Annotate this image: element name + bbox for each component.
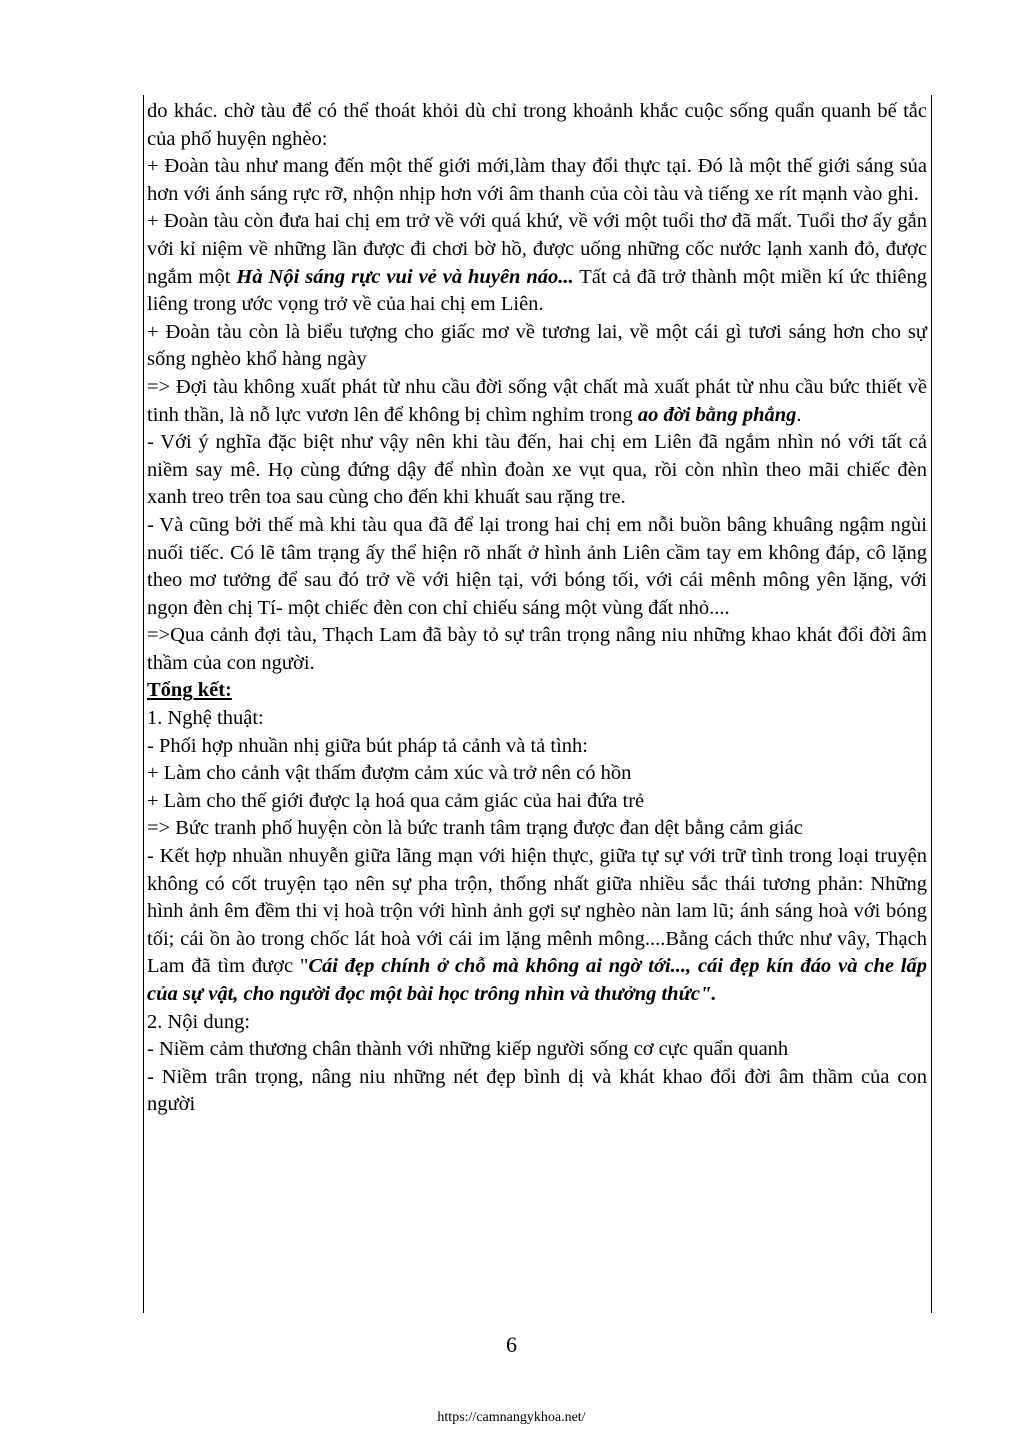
body-text	[147, 98, 927, 1119]
emphasis-quote: Cái đẹp chính ở chỗ mà không ai ngờ tới..., cái đẹp kín đáo và che lấp của sự vật, cho người đọc một bài học trông nhìn và thưởng thức".	[147, 955, 928, 1005]
text-run: + Đoàn tàu còn đưa hai chị em trở về với quá khứ, về với một tuổi thơ đã mất. Tuổi thơ ấy gắn với kỉ niệm về những lần được đi chơi bờ hồ, được uống những cốc nước lạnh xanh đỏ, được ngắm một	[147, 210, 927, 288]
paragraph: + Đoàn tàu còn là biểu tượng cho giấc mơ về tương lai, về một cái gì tươi sáng hơn cho sự sống nghèo khổ hàng ngày	[147, 320, 927, 371]
paragraph: - Với ý nghĩa đặc biệt như vậy nên khi tàu đến, hai chị em Liên đã ngắm nhìn nó với tất cả niềm say mê. Họ cùng đứng dậy để nhìn đoàn xe vụt qua, rồi còn nhìn theo mãi chiếc đèn xanh treo trên toa sau cùng cho đến khi khuất sau rặng tre.	[147, 431, 927, 509]
heading-text: Tổng kết:	[147, 679, 232, 702]
paragraph: =>Qua cảnh đợi tàu, Thạch Lam đã bày tỏ sự trân trọng nâng niu những khao khát đổi đời âm thầm của con người.	[147, 624, 927, 674]
section-heading	[147, 677, 927, 705]
paragraph: + Đoàn tàu như mang đến một thế giới mới,làm thay đổi thực tại. Đó là một thế giới sáng sủa hơn với ánh sáng rực rỡ, nhộn nhịp hơn với âm thanh của còi tàu và tiếng xe rít mạnh vào ghi.	[147, 155, 927, 205]
emphasis-quote: Hà Nội sáng rực vui vẻ và huyên náo...	[236, 265, 574, 288]
paragraph	[147, 843, 927, 1009]
paragraph: 2. Nội dung:	[147, 1010, 251, 1033]
text-run: - Kết hợp nhuần nhuyễn giữa lãng mạn với hiện thực, giữa tự sự với trữ tình trong loại truyện không có cốt truyện tạo nên sự pha trộn, thống nhất giữa nhiều sắc thái tương phản: Những hình ảnh êm đềm thi vị hoà trộn với hình ảnh gợi sự nghèo nàn lam lũ; ánh sáng hoà với bóng tối; cái ồn ào trong chốc lát hoà với cái im lặng mênh mông....Bằng cách thức như vây, Thạch Lam đã tìm được "	[147, 845, 927, 978]
paragraph: - Niềm trân trọng, nâng niu những nét đẹp bình dị và khát khao đổi đời âm thầm của con người	[147, 1065, 927, 1116]
paragraph: - Và cũng bởi thế mà khi tàu qua đã để lại trong hai chị em nỗi buồn bâng khuâng ngậm ngùi nuối tiếc. Có lẽ tâm trạng ấy thể hiện rõ nhất ở hình ảnh Liên cầm tay em không đáp, cô lặng theo mơ tưởng để sau đó trở về với hiện tại, với bóng tối, với cái mênh mông yên lặng, với ngọn đèn chị Tí- một chiếc đèn con chỉ chiếu sáng một vùng đất nhỏ....	[147, 513, 927, 619]
page-number: 6	[506, 1332, 517, 1357]
paragraph: + Làm cho thế giới được lạ hoá qua cảm giác của hai đứa trẻ	[147, 789, 645, 812]
text-run: .	[796, 403, 802, 426]
paragraph: => Bức tranh phố huyện còn là bức tranh tâm trạng được đan dệt bằng cảm giác	[147, 817, 803, 840]
text-run: => Đợi tàu không xuất phát từ nhu cầu đời sống vật chất mà xuất phát từ nhu cầu bức thiết về tinh thần, là nỗ lực vươn lên để không bị chìm nghỉm trong	[147, 375, 927, 426]
paragraph: do khác. chờ tàu để có thể thoát khỏi dù chỉ trong khoảnh khắc cuộc sống quẩn quanh bế tắc của phố huyện nghèo:	[147, 100, 927, 150]
paragraph: - Niềm cảm thương chân thành với những kiếp người sống cơ cực quẩn quanh	[147, 1038, 789, 1061]
text-run: Tất cả đã trở thành một miền kí ức thiêng liêng trong ước vọng trở về của hai chị em Liên.	[147, 265, 927, 316]
paragraph	[147, 208, 927, 318]
paragraph	[147, 374, 927, 429]
emphasis-quote: ao đời bằng phẳng	[637, 403, 797, 426]
footer-url[interactable]: https://camnangykhoa.net/	[437, 1410, 586, 1425]
paragraph: 1. Nghệ thuật:	[147, 707, 264, 730]
paragraph: + Làm cho cảnh vật thấm đượm cảm xúc và trở nên có hồn	[147, 762, 632, 785]
paragraph: - Phối hợp nhuần nhị giữa bút pháp tả cảnh và tả tình:	[147, 734, 588, 757]
